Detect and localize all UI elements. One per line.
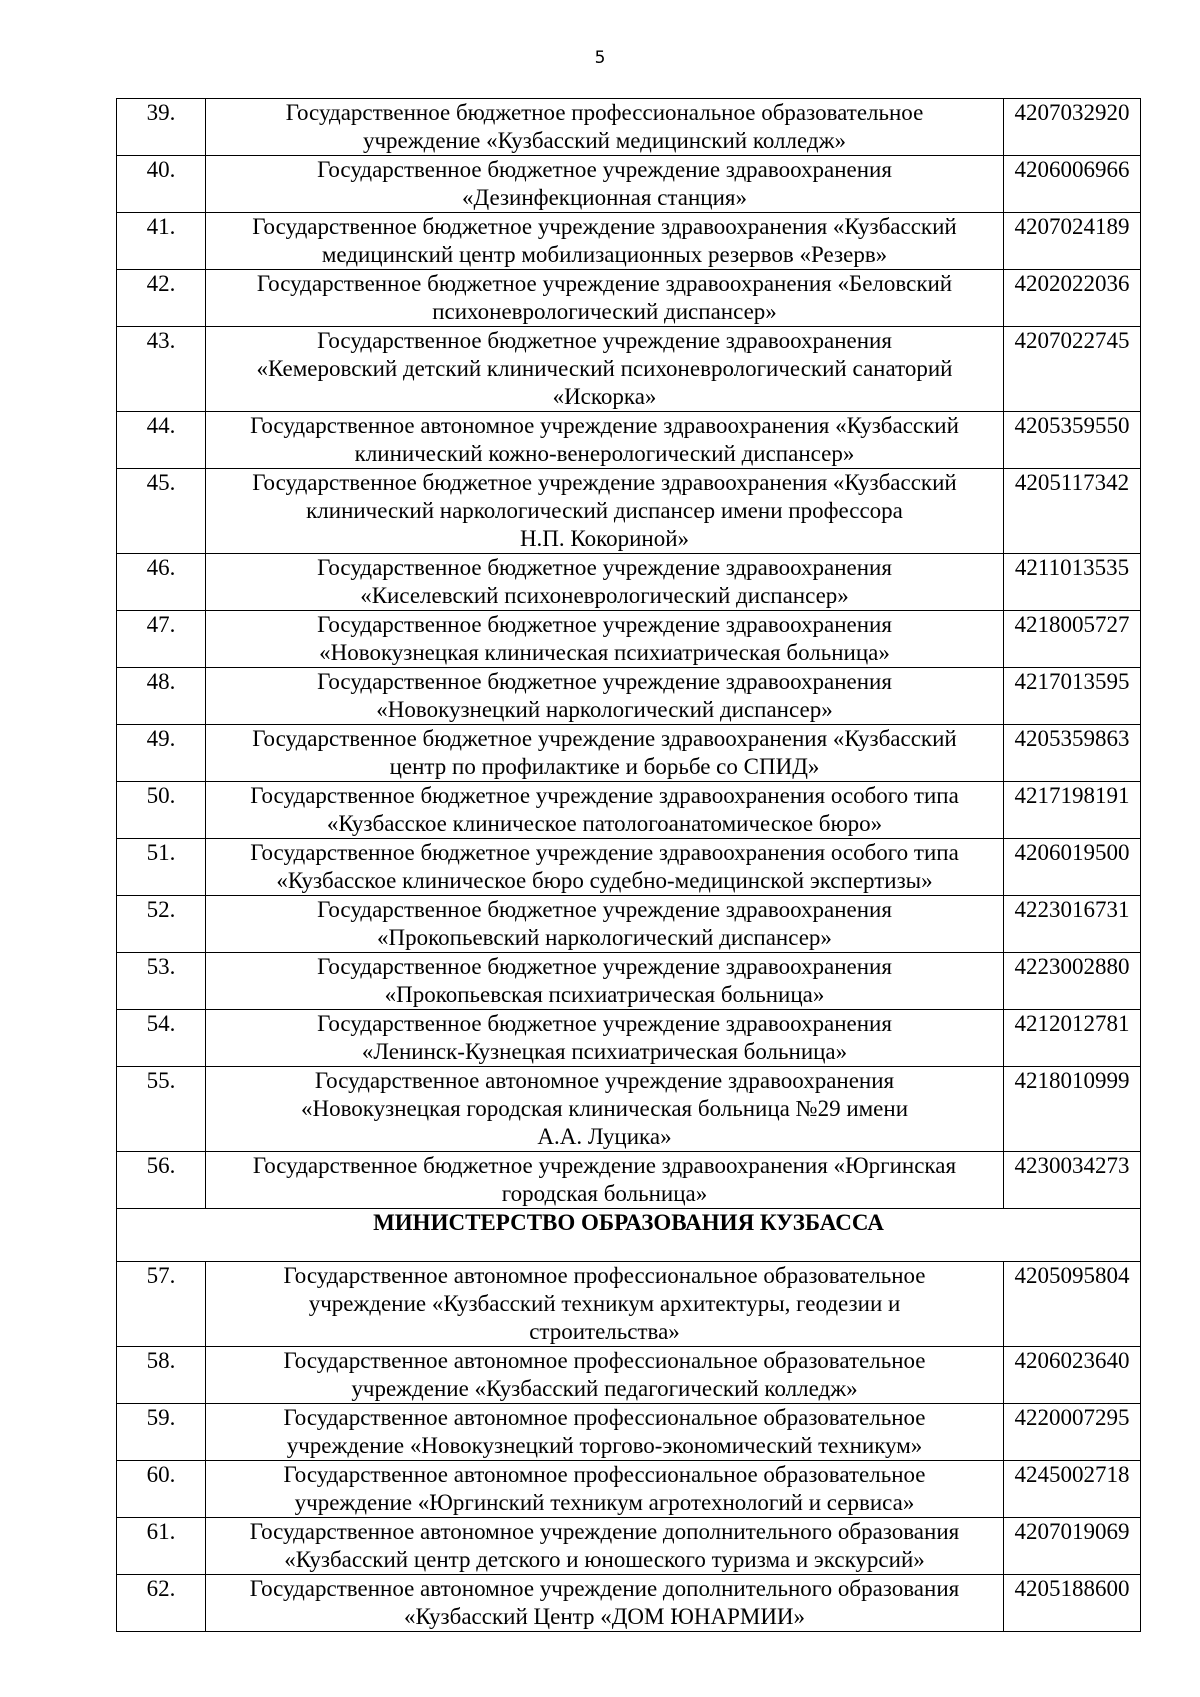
- organization-name-line: Государственное бюджетное учреждение здравоохранения «Кузбасский: [252, 214, 957, 239]
- organization-inn: 4206019500: [1004, 839, 1141, 896]
- organization-name-line: «Искорка»: [552, 384, 657, 409]
- organization-name-line: центр по профилактике и борьбе со СПИД»: [389, 754, 820, 779]
- organization-name-line: Государственное автономное профессиональное образовательное: [283, 1263, 926, 1288]
- organization-name-line: учреждение «Кузбасский медицинский колледж»: [362, 128, 847, 153]
- organization-inn: 4205117342: [1004, 469, 1141, 554]
- table-row: [117, 156, 1141, 213]
- row-number: 54.: [117, 1010, 206, 1067]
- organization-name-line: «Кузбасское клиническое бюро судебно-медицинской экспертизы»: [276, 868, 933, 893]
- table-row: [117, 611, 1141, 668]
- row-number: 49.: [117, 725, 206, 782]
- table-row: [117, 412, 1141, 469]
- organization-name: [206, 1575, 1004, 1632]
- row-number: 62.: [117, 1575, 206, 1632]
- organization-name-line: психоневрологический диспансер»: [432, 299, 777, 324]
- table-row: [117, 1262, 1141, 1347]
- table-row: [117, 270, 1141, 327]
- row-number: 51.: [117, 839, 206, 896]
- organization-name: [206, 412, 1004, 469]
- organization-name-line: учреждение «Новокузнецкий торгово-экономический техникум»: [286, 1433, 923, 1458]
- organization-inn: 4218005727: [1004, 611, 1141, 668]
- organization-name-line: Государственное бюджетное учреждение здравоохранения: [317, 954, 892, 979]
- organization-name-line: Государственное бюджетное учреждение здравоохранения особого типа: [250, 840, 959, 865]
- table-row: [117, 469, 1141, 554]
- table-row: [117, 1067, 1141, 1152]
- row-number: 45.: [117, 469, 206, 554]
- organization-name-line: городская больница»: [501, 1181, 708, 1206]
- organization-inn: 4245002718: [1004, 1461, 1141, 1518]
- organization-name-line: «Ленинск-Кузнецкая психиатрическая больница»: [361, 1039, 848, 1064]
- table-row: [117, 327, 1141, 412]
- organization-name-line: Государственное автономное учреждение здравоохранения: [314, 1068, 895, 1093]
- organization-name: [206, 270, 1004, 327]
- organization-name-line: Н.П. Кокориной»: [519, 526, 690, 551]
- organization-name-line: Государственное бюджетное учреждение здравоохранения: [317, 328, 892, 353]
- organization-inn: 4205095804: [1004, 1262, 1141, 1347]
- organization-name-line: строительства»: [529, 1319, 680, 1344]
- organization-name: [206, 99, 1004, 156]
- organization-name-line: Государственное бюджетное учреждение здравоохранения: [317, 897, 892, 922]
- organization-name: [206, 1010, 1004, 1067]
- organization-name-line: Государственное бюджетное учреждение здравоохранения: [317, 1011, 892, 1036]
- organization-name-line: учреждение «Кузбасский педагогический колледж»: [351, 1376, 858, 1401]
- table-row: [117, 1010, 1141, 1067]
- organization-name-line: Государственное бюджетное учреждение здравоохранения «Кузбасский: [252, 726, 957, 751]
- organization-name: [206, 1067, 1004, 1152]
- row-number: 57.: [117, 1262, 206, 1347]
- table-row: [117, 953, 1141, 1010]
- organization-name: [206, 327, 1004, 412]
- organization-inn: 4223016731: [1004, 896, 1141, 953]
- organization-name-line: «Новокузнецкая городская клиническая больница №29 имени: [300, 1096, 909, 1121]
- organization-name: [206, 1347, 1004, 1404]
- organization-name-line: Государственное бюджетное учреждение здравоохранения «Беловский: [256, 271, 953, 296]
- row-number: 41.: [117, 213, 206, 270]
- organization-inn: 4205359550: [1004, 412, 1141, 469]
- organization-name-line: Государственное бюджетное учреждение здравоохранения «Юргинская: [252, 1153, 957, 1178]
- organizations-table-body: [117, 99, 1141, 1632]
- organization-name-line: «Новокузнецкий наркологический диспансер»: [376, 697, 833, 722]
- table-row: [117, 1404, 1141, 1461]
- organization-name-line: «Кемеровский детский клинический психоневрологический санаторий: [256, 356, 953, 381]
- row-number: 50.: [117, 782, 206, 839]
- organization-inn: 4207024189: [1004, 213, 1141, 270]
- table-row: [117, 1152, 1141, 1209]
- row-number: 53.: [117, 953, 206, 1010]
- organization-name-line: Государственное автономное профессиональное образовательное: [283, 1348, 926, 1373]
- organization-name-line: медицинский центр мобилизационных резервов «Резерв»: [321, 242, 888, 267]
- organization-name-line: клинический кожно-венерологический диспансер»: [354, 441, 855, 466]
- organization-name-line: Государственное бюджетное учреждение здравоохранения: [317, 555, 892, 580]
- row-number: 59.: [117, 1404, 206, 1461]
- organization-name-line: Государственное бюджетное учреждение здравоохранения: [317, 612, 892, 637]
- organization-name-line: «Кузбасское клиническое патологоанатомическое бюро»: [326, 811, 883, 836]
- organization-name: [206, 1152, 1004, 1209]
- organization-name-line: «Дезинфекционная станция»: [462, 185, 747, 210]
- organization-name-line: «Киселевский психоневрологический диспансер»: [360, 583, 849, 608]
- row-number: 60.: [117, 1461, 206, 1518]
- organization-name: [206, 611, 1004, 668]
- organization-inn: 4217013595: [1004, 668, 1141, 725]
- organization-inn: 4205359863: [1004, 725, 1141, 782]
- table-row: [117, 1347, 1141, 1404]
- table-row: [117, 896, 1141, 953]
- row-number: 48.: [117, 668, 206, 725]
- row-number: 42.: [117, 270, 206, 327]
- organizations-table: [116, 98, 1141, 1632]
- row-number: 46.: [117, 554, 206, 611]
- organization-name: [206, 156, 1004, 213]
- row-number: 47.: [117, 611, 206, 668]
- table-row: [117, 1461, 1141, 1518]
- organization-name: [206, 896, 1004, 953]
- organization-inn: 4211013535: [1004, 554, 1141, 611]
- organization-name-line: Государственное автономное учреждение здравоохранения «Кузбасский: [250, 413, 959, 438]
- organization-name: [206, 1404, 1004, 1461]
- row-number: 61.: [117, 1518, 206, 1575]
- organization-inn: 4220007295: [1004, 1404, 1141, 1461]
- organization-name: [206, 554, 1004, 611]
- table-row: [117, 782, 1141, 839]
- organization-name-line: «Кузбасский Центр «ДОМ ЮНАРМИИ»: [403, 1604, 806, 1629]
- organization-inn: 4223002880: [1004, 953, 1141, 1010]
- organization-name-line: Государственное автономное профессиональное образовательное: [283, 1462, 926, 1487]
- organization-inn: 4207022745: [1004, 327, 1141, 412]
- table-row: [117, 1575, 1141, 1632]
- table-row: [117, 668, 1141, 725]
- table-row: [117, 1518, 1141, 1575]
- organization-inn: 4207032920: [1004, 99, 1141, 156]
- organization-name-line: Государственное бюджетное учреждение здравоохранения «Кузбасский: [252, 470, 957, 495]
- row-number: 52.: [117, 896, 206, 953]
- row-number: 40.: [117, 156, 206, 213]
- table-row: [117, 839, 1141, 896]
- organization-name-line: Государственное автономное профессиональное образовательное: [283, 1405, 926, 1430]
- row-number: 39.: [117, 99, 206, 156]
- organization-inn: 4217198191: [1004, 782, 1141, 839]
- organization-name: [206, 725, 1004, 782]
- organization-name: [206, 213, 1004, 270]
- table-row: [117, 554, 1141, 611]
- organization-inn: 4218010999: [1004, 1067, 1141, 1152]
- organization-name: [206, 1262, 1004, 1347]
- organization-inn: 4212012781: [1004, 1010, 1141, 1067]
- organization-inn: 4207019069: [1004, 1518, 1141, 1575]
- table-row: [117, 99, 1141, 156]
- organization-name-line: Государственное автономное учреждение дополнительного образования: [249, 1576, 960, 1601]
- organization-inn: 4202022036: [1004, 270, 1141, 327]
- row-number: 44.: [117, 412, 206, 469]
- row-number: 58.: [117, 1347, 206, 1404]
- organization-name-line: «Прокопьевский наркологический диспансер»: [377, 925, 832, 950]
- organization-name-line: Государственное бюджетное учреждение здравоохранения: [317, 669, 892, 694]
- organization-name-line: Государственное автономное учреждение дополнительного образования: [249, 1519, 960, 1544]
- organization-name-line: Государственное бюджетное учреждение здравоохранения особого типа: [250, 783, 959, 808]
- organization-name: [206, 668, 1004, 725]
- organization-name: [206, 1461, 1004, 1518]
- section-title: МИНИСТЕРСТВО ОБРАЗОВАНИЯ КУЗБАССА: [117, 1209, 1141, 1262]
- organization-name-line: учреждение «Кузбасский техникум архитектуры, геодезии и: [308, 1291, 901, 1316]
- organization-inn: 4206023640: [1004, 1347, 1141, 1404]
- organization-inn: 4230034273: [1004, 1152, 1141, 1209]
- table-row: [117, 213, 1141, 270]
- row-number: 56.: [117, 1152, 206, 1209]
- organization-name-line: клинический наркологический диспансер имени профессора: [306, 498, 903, 523]
- organization-inn: 4205188600: [1004, 1575, 1141, 1632]
- row-number: 43.: [117, 327, 206, 412]
- section-header-row: [117, 1209, 1141, 1262]
- organization-name-line: Государственное бюджетное учреждение здравоохранения: [317, 157, 892, 182]
- table-row: [117, 725, 1141, 782]
- organization-name-line: А.А. Луцика»: [537, 1124, 672, 1149]
- organization-name-line: учреждение «Юргинский техникум агротехнологий и сервиса»: [294, 1490, 915, 1515]
- organization-name: [206, 839, 1004, 896]
- organization-name: [206, 1518, 1004, 1575]
- organization-name-line: «Прокопьевская психиатрическая больница»: [384, 982, 825, 1007]
- organization-name: [206, 953, 1004, 1010]
- organization-name-line: Государственное бюджетное профессиональное образовательное: [285, 100, 924, 125]
- organization-name-line: «Кузбасский центр детского и юношеского туризма и экскурсий»: [284, 1547, 925, 1572]
- organization-name: [206, 782, 1004, 839]
- page-number: 5: [594, 48, 606, 68]
- row-number: 55.: [117, 1067, 206, 1152]
- organization-inn: 4206006966: [1004, 156, 1141, 213]
- organization-name: [206, 469, 1004, 554]
- organization-name-line: «Новокузнецкая клиническая психиатрическая больница»: [319, 640, 890, 665]
